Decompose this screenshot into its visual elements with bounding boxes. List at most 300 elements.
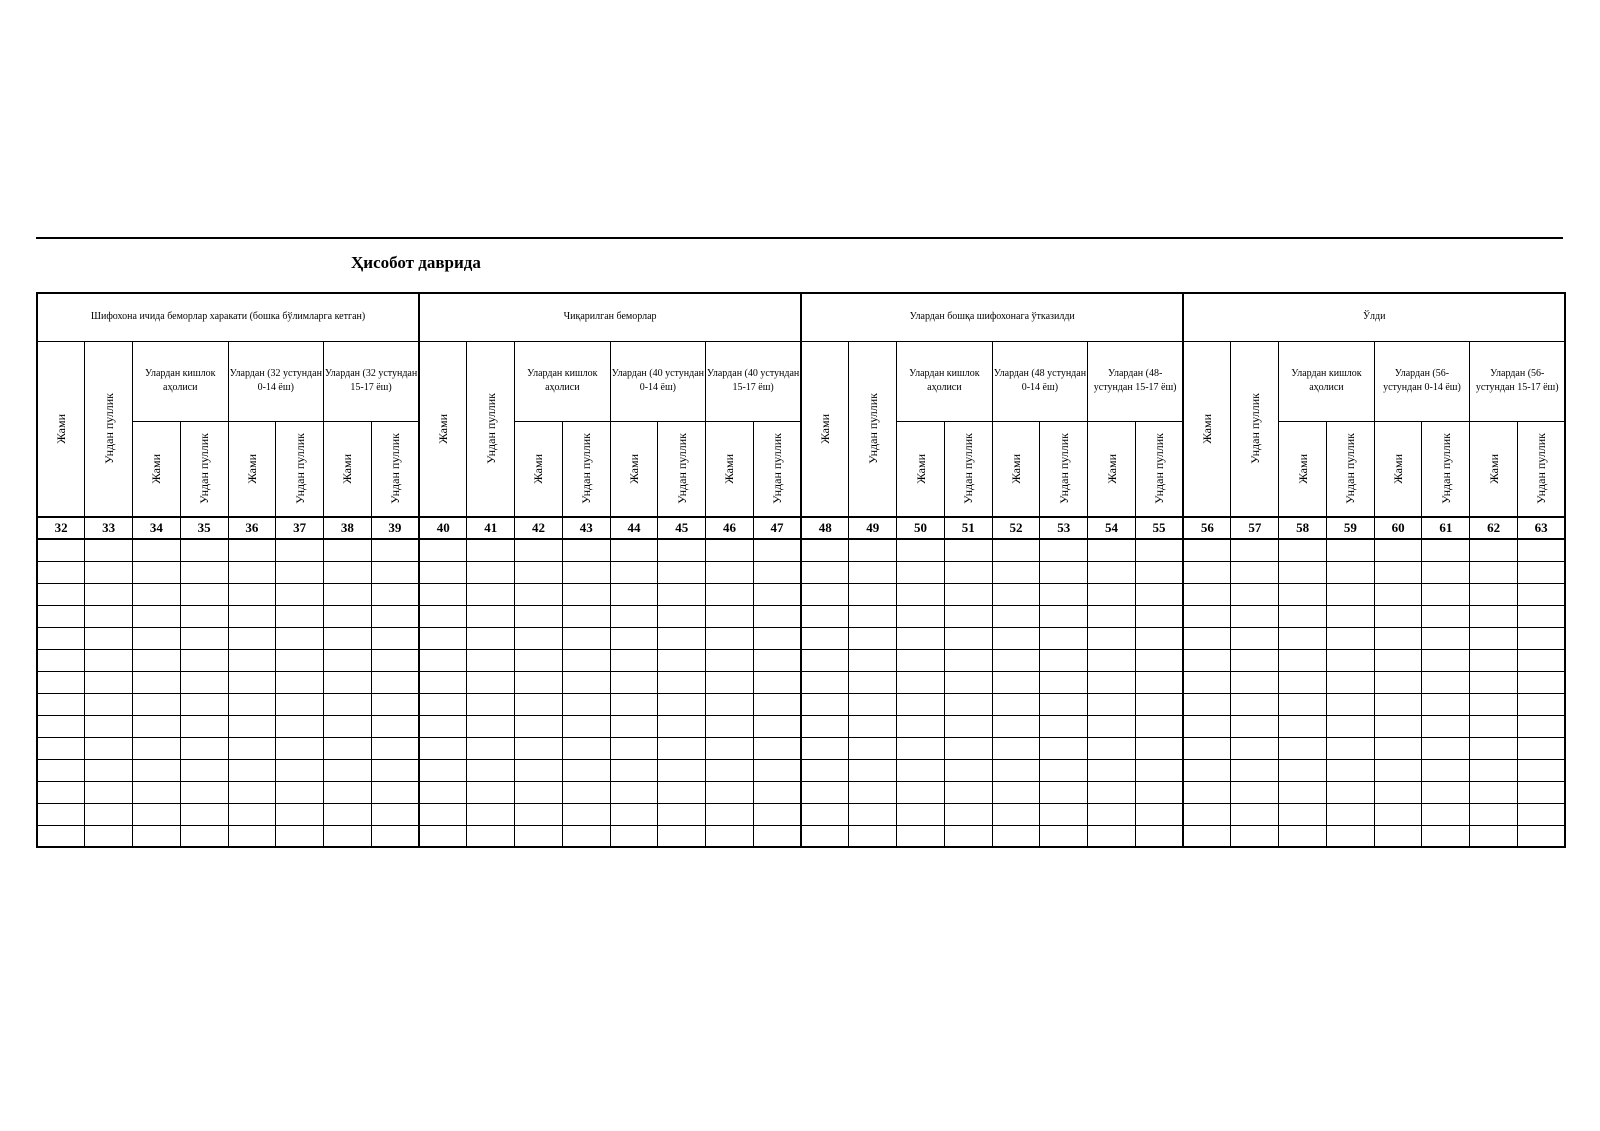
table-cell[interactable]: [515, 693, 563, 715]
table-cell[interactable]: [37, 627, 85, 649]
table-cell[interactable]: [467, 803, 515, 825]
table-cell[interactable]: [1470, 693, 1518, 715]
table-cell[interactable]: [1279, 649, 1327, 671]
table-cell[interactable]: [1517, 781, 1565, 803]
table-cell[interactable]: [1470, 781, 1518, 803]
table-cell[interactable]: [1517, 539, 1565, 561]
table-cell[interactable]: [515, 605, 563, 627]
table-cell[interactable]: [1374, 781, 1422, 803]
table-cell[interactable]: [897, 715, 945, 737]
table-cell[interactable]: [37, 693, 85, 715]
table-cell[interactable]: [276, 627, 324, 649]
table-cell[interactable]: [37, 781, 85, 803]
table-cell[interactable]: [1326, 539, 1374, 561]
table-cell[interactable]: [180, 825, 228, 847]
table-cell[interactable]: [897, 825, 945, 847]
table-cell[interactable]: [515, 825, 563, 847]
table-cell[interactable]: [419, 539, 467, 561]
table-cell[interactable]: [1135, 627, 1183, 649]
table-cell[interactable]: [944, 781, 992, 803]
table-cell[interactable]: [1231, 627, 1279, 649]
table-cell[interactable]: [324, 803, 372, 825]
table-cell[interactable]: [944, 715, 992, 737]
table-cell[interactable]: [515, 539, 563, 561]
table-cell[interactable]: [658, 561, 706, 583]
table-cell[interactable]: [180, 781, 228, 803]
table-cell[interactable]: [801, 715, 849, 737]
table-cell[interactable]: [801, 803, 849, 825]
table-cell[interactable]: [228, 759, 276, 781]
table-cell[interactable]: [1374, 803, 1422, 825]
table-cell[interactable]: [371, 803, 419, 825]
table-cell[interactable]: [228, 561, 276, 583]
table-cell[interactable]: [897, 627, 945, 649]
table-cell[interactable]: [706, 627, 754, 649]
table-cell[interactable]: [324, 825, 372, 847]
table-cell[interactable]: [801, 737, 849, 759]
table-cell[interactable]: [753, 715, 801, 737]
table-cell[interactable]: [1135, 539, 1183, 561]
table-cell[interactable]: [1422, 715, 1470, 737]
table-cell[interactable]: [180, 539, 228, 561]
table-cell[interactable]: [228, 693, 276, 715]
table-cell[interactable]: [897, 671, 945, 693]
table-cell[interactable]: [324, 539, 372, 561]
table-cell[interactable]: [1326, 693, 1374, 715]
table-cell[interactable]: [515, 627, 563, 649]
table-cell[interactable]: [37, 737, 85, 759]
table-cell[interactable]: [467, 671, 515, 693]
table-cell[interactable]: [610, 649, 658, 671]
table-cell[interactable]: [658, 825, 706, 847]
table-cell[interactable]: [1517, 561, 1565, 583]
table-cell[interactable]: [1088, 649, 1136, 671]
table-cell[interactable]: [180, 627, 228, 649]
table-cell[interactable]: [1279, 715, 1327, 737]
table-cell[interactable]: [228, 627, 276, 649]
table-cell[interactable]: [658, 759, 706, 781]
table-cell[interactable]: [1470, 803, 1518, 825]
table-cell[interactable]: [1135, 825, 1183, 847]
table-cell[interactable]: [1326, 825, 1374, 847]
table-cell[interactable]: [1326, 759, 1374, 781]
table-cell[interactable]: [1231, 583, 1279, 605]
table-cell[interactable]: [37, 803, 85, 825]
table-cell[interactable]: [658, 649, 706, 671]
table-cell[interactable]: [276, 693, 324, 715]
table-cell[interactable]: [1183, 539, 1231, 561]
table-cell[interactable]: [658, 737, 706, 759]
table-cell[interactable]: [562, 803, 610, 825]
table-cell[interactable]: [992, 671, 1040, 693]
table-cell[interactable]: [1040, 803, 1088, 825]
table-cell[interactable]: [1470, 649, 1518, 671]
table-cell[interactable]: [562, 715, 610, 737]
table-cell[interactable]: [228, 671, 276, 693]
table-cell[interactable]: [1374, 759, 1422, 781]
table-cell[interactable]: [1470, 605, 1518, 627]
table-cell[interactable]: [1231, 539, 1279, 561]
table-cell[interactable]: [1040, 781, 1088, 803]
table-cell[interactable]: [992, 605, 1040, 627]
table-cell[interactable]: [849, 737, 897, 759]
table-cell[interactable]: [992, 627, 1040, 649]
table-cell[interactable]: [1326, 561, 1374, 583]
table-cell[interactable]: [371, 627, 419, 649]
table-cell[interactable]: [610, 627, 658, 649]
table-cell[interactable]: [133, 693, 181, 715]
table-cell[interactable]: [1422, 649, 1470, 671]
table-cell[interactable]: [801, 649, 849, 671]
table-cell[interactable]: [562, 649, 610, 671]
table-cell[interactable]: [467, 781, 515, 803]
table-cell[interactable]: [1470, 671, 1518, 693]
table-cell[interactable]: [85, 737, 133, 759]
table-cell[interactable]: [85, 583, 133, 605]
table-cell[interactable]: [610, 671, 658, 693]
table-cell[interactable]: [944, 737, 992, 759]
table-cell[interactable]: [133, 583, 181, 605]
table-cell[interactable]: [944, 627, 992, 649]
table-cell[interactable]: [133, 737, 181, 759]
table-cell[interactable]: [706, 759, 754, 781]
table-cell[interactable]: [1040, 583, 1088, 605]
table-cell[interactable]: [324, 693, 372, 715]
table-cell[interactable]: [419, 649, 467, 671]
table-cell[interactable]: [85, 825, 133, 847]
table-cell[interactable]: [753, 649, 801, 671]
table-cell[interactable]: [1374, 693, 1422, 715]
table-cell[interactable]: [1231, 737, 1279, 759]
table-cell[interactable]: [1279, 605, 1327, 627]
table-cell[interactable]: [1374, 671, 1422, 693]
table-cell[interactable]: [849, 825, 897, 847]
table-cell[interactable]: [1470, 825, 1518, 847]
table-cell[interactable]: [753, 825, 801, 847]
table-cell[interactable]: [753, 539, 801, 561]
table-cell[interactable]: [371, 737, 419, 759]
table-cell[interactable]: [1326, 605, 1374, 627]
table-cell[interactable]: [992, 649, 1040, 671]
table-cell[interactable]: [658, 583, 706, 605]
table-cell[interactable]: [1088, 759, 1136, 781]
table-cell[interactable]: [706, 825, 754, 847]
table-cell[interactable]: [1135, 737, 1183, 759]
table-cell[interactable]: [801, 583, 849, 605]
table-cell[interactable]: [992, 781, 1040, 803]
table-cell[interactable]: [180, 715, 228, 737]
table-cell[interactable]: [1279, 759, 1327, 781]
table-cell[interactable]: [467, 759, 515, 781]
table-cell[interactable]: [849, 715, 897, 737]
table-cell[interactable]: [753, 781, 801, 803]
table-cell[interactable]: [180, 561, 228, 583]
table-cell[interactable]: [706, 803, 754, 825]
table-cell[interactable]: [849, 759, 897, 781]
table-cell[interactable]: [849, 671, 897, 693]
table-cell[interactable]: [133, 561, 181, 583]
table-cell[interactable]: [324, 737, 372, 759]
table-cell[interactable]: [658, 605, 706, 627]
table-cell[interactable]: [658, 671, 706, 693]
table-cell[interactable]: [1183, 737, 1231, 759]
table-cell[interactable]: [228, 649, 276, 671]
table-cell[interactable]: [1040, 737, 1088, 759]
table-cell[interactable]: [1231, 759, 1279, 781]
table-cell[interactable]: [276, 759, 324, 781]
table-cell[interactable]: [1279, 627, 1327, 649]
table-cell[interactable]: [610, 803, 658, 825]
table-cell[interactable]: [180, 803, 228, 825]
table-cell[interactable]: [1183, 781, 1231, 803]
table-cell[interactable]: [1374, 649, 1422, 671]
table-cell[interactable]: [467, 561, 515, 583]
table-cell[interactable]: [610, 539, 658, 561]
table-cell[interactable]: [1470, 583, 1518, 605]
table-cell[interactable]: [85, 715, 133, 737]
table-cell[interactable]: [992, 693, 1040, 715]
table-cell[interactable]: [1422, 693, 1470, 715]
table-cell[interactable]: [753, 671, 801, 693]
table-cell[interactable]: [706, 737, 754, 759]
table-cell[interactable]: [515, 649, 563, 671]
table-cell[interactable]: [849, 583, 897, 605]
table-cell[interactable]: [610, 759, 658, 781]
table-cell[interactable]: [1088, 627, 1136, 649]
table-cell[interactable]: [897, 561, 945, 583]
table-cell[interactable]: [1183, 715, 1231, 737]
table-cell[interactable]: [849, 561, 897, 583]
table-cell[interactable]: [849, 693, 897, 715]
table-cell[interactable]: [897, 539, 945, 561]
table-cell[interactable]: [1040, 605, 1088, 627]
table-cell[interactable]: [1326, 803, 1374, 825]
table-cell[interactable]: [1470, 561, 1518, 583]
table-cell[interactable]: [1517, 649, 1565, 671]
table-cell[interactable]: [944, 649, 992, 671]
table-cell[interactable]: [753, 693, 801, 715]
table-cell[interactable]: [944, 671, 992, 693]
table-cell[interactable]: [1374, 715, 1422, 737]
table-cell[interactable]: [1326, 671, 1374, 693]
table-cell[interactable]: [801, 781, 849, 803]
table-cell[interactable]: [85, 627, 133, 649]
table-cell[interactable]: [897, 649, 945, 671]
table-cell[interactable]: [1422, 561, 1470, 583]
table-cell[interactable]: [133, 649, 181, 671]
table-cell[interactable]: [276, 803, 324, 825]
table-cell[interactable]: [467, 627, 515, 649]
table-cell[interactable]: [276, 737, 324, 759]
table-cell[interactable]: [419, 825, 467, 847]
table-cell[interactable]: [801, 627, 849, 649]
table-cell[interactable]: [1088, 825, 1136, 847]
table-cell[interactable]: [1135, 781, 1183, 803]
table-cell[interactable]: [1517, 825, 1565, 847]
table-cell[interactable]: [1040, 693, 1088, 715]
table-cell[interactable]: [897, 803, 945, 825]
table-cell[interactable]: [1326, 583, 1374, 605]
table-cell[interactable]: [1470, 539, 1518, 561]
table-cell[interactable]: [610, 781, 658, 803]
table-cell[interactable]: [1279, 583, 1327, 605]
table-cell[interactable]: [180, 671, 228, 693]
table-cell[interactable]: [276, 825, 324, 847]
table-cell[interactable]: [1183, 671, 1231, 693]
table-cell[interactable]: [276, 539, 324, 561]
table-cell[interactable]: [371, 693, 419, 715]
table-cell[interactable]: [515, 759, 563, 781]
table-cell[interactable]: [562, 781, 610, 803]
table-cell[interactable]: [801, 693, 849, 715]
table-cell[interactable]: [180, 583, 228, 605]
table-cell[interactable]: [1183, 759, 1231, 781]
table-cell[interactable]: [1326, 649, 1374, 671]
table-cell[interactable]: [85, 671, 133, 693]
table-cell[interactable]: [1422, 737, 1470, 759]
table-cell[interactable]: [1135, 561, 1183, 583]
table-cell[interactable]: [1231, 561, 1279, 583]
table-cell[interactable]: [1135, 671, 1183, 693]
table-cell[interactable]: [706, 693, 754, 715]
table-cell[interactable]: [944, 759, 992, 781]
table-cell[interactable]: [180, 737, 228, 759]
table-cell[interactable]: [1040, 539, 1088, 561]
table-cell[interactable]: [85, 561, 133, 583]
table-cell[interactable]: [1183, 803, 1231, 825]
table-cell[interactable]: [658, 627, 706, 649]
table-cell[interactable]: [1517, 627, 1565, 649]
table-cell[interactable]: [1517, 605, 1565, 627]
table-cell[interactable]: [1135, 693, 1183, 715]
table-cell[interactable]: [467, 737, 515, 759]
table-cell[interactable]: [276, 781, 324, 803]
table-cell[interactable]: [706, 605, 754, 627]
table-cell[interactable]: [276, 605, 324, 627]
table-cell[interactable]: [1422, 627, 1470, 649]
table-cell[interactable]: [992, 539, 1040, 561]
table-cell[interactable]: [1088, 737, 1136, 759]
table-cell[interactable]: [849, 649, 897, 671]
table-cell[interactable]: [371, 781, 419, 803]
table-cell[interactable]: [992, 737, 1040, 759]
table-cell[interactable]: [706, 781, 754, 803]
table-cell[interactable]: [1374, 605, 1422, 627]
table-cell[interactable]: [85, 693, 133, 715]
table-cell[interactable]: [1326, 781, 1374, 803]
table-cell[interactable]: [801, 759, 849, 781]
table-cell[interactable]: [324, 605, 372, 627]
table-cell[interactable]: [1422, 605, 1470, 627]
table-cell[interactable]: [706, 671, 754, 693]
table-cell[interactable]: [228, 737, 276, 759]
table-cell[interactable]: [1517, 759, 1565, 781]
table-cell[interactable]: [515, 561, 563, 583]
table-cell[interactable]: [1040, 715, 1088, 737]
table-cell[interactable]: [1088, 605, 1136, 627]
table-cell[interactable]: [1183, 825, 1231, 847]
table-cell[interactable]: [992, 803, 1040, 825]
table-cell[interactable]: [992, 715, 1040, 737]
table-cell[interactable]: [706, 583, 754, 605]
table-cell[interactable]: [1135, 803, 1183, 825]
table-cell[interactable]: [467, 539, 515, 561]
table-cell[interactable]: [562, 605, 610, 627]
table-cell[interactable]: [180, 605, 228, 627]
table-cell[interactable]: [944, 561, 992, 583]
table-cell[interactable]: [1088, 583, 1136, 605]
table-cell[interactable]: [324, 715, 372, 737]
table-cell[interactable]: [897, 759, 945, 781]
table-cell[interactable]: [1470, 759, 1518, 781]
table-cell[interactable]: [228, 605, 276, 627]
table-cell[interactable]: [801, 825, 849, 847]
table-cell[interactable]: [992, 561, 1040, 583]
table-cell[interactable]: [324, 561, 372, 583]
table-cell[interactable]: [992, 583, 1040, 605]
table-cell[interactable]: [276, 671, 324, 693]
table-cell[interactable]: [228, 825, 276, 847]
table-cell[interactable]: [419, 737, 467, 759]
table-cell[interactable]: [276, 583, 324, 605]
table-cell[interactable]: [1231, 649, 1279, 671]
table-cell[interactable]: [37, 759, 85, 781]
table-cell[interactable]: [706, 561, 754, 583]
table-cell[interactable]: [944, 693, 992, 715]
table-cell[interactable]: [1470, 715, 1518, 737]
table-cell[interactable]: [133, 605, 181, 627]
table-cell[interactable]: [753, 737, 801, 759]
table-cell[interactable]: [276, 561, 324, 583]
table-cell[interactable]: [324, 781, 372, 803]
table-cell[interactable]: [849, 539, 897, 561]
table-cell[interactable]: [897, 693, 945, 715]
table-cell[interactable]: [1517, 693, 1565, 715]
table-cell[interactable]: [610, 737, 658, 759]
table-cell[interactable]: [658, 715, 706, 737]
table-cell[interactable]: [37, 539, 85, 561]
table-cell[interactable]: [1040, 627, 1088, 649]
table-cell[interactable]: [324, 759, 372, 781]
table-cell[interactable]: [419, 781, 467, 803]
table-cell[interactable]: [85, 539, 133, 561]
table-cell[interactable]: [897, 583, 945, 605]
table-cell[interactable]: [849, 605, 897, 627]
table-cell[interactable]: [1470, 737, 1518, 759]
table-cell[interactable]: [1326, 737, 1374, 759]
table-cell[interactable]: [85, 803, 133, 825]
table-cell[interactable]: [371, 759, 419, 781]
table-cell[interactable]: [1422, 583, 1470, 605]
table-cell[interactable]: [419, 693, 467, 715]
table-cell[interactable]: [1374, 539, 1422, 561]
table-cell[interactable]: [1326, 715, 1374, 737]
table-cell[interactable]: [610, 825, 658, 847]
table-cell[interactable]: [1231, 825, 1279, 847]
table-cell[interactable]: [324, 627, 372, 649]
table-cell[interactable]: [85, 759, 133, 781]
table-cell[interactable]: [1135, 715, 1183, 737]
table-cell[interactable]: [1088, 693, 1136, 715]
table-cell[interactable]: [419, 671, 467, 693]
table-cell[interactable]: [1279, 539, 1327, 561]
table-cell[interactable]: [658, 781, 706, 803]
table-cell[interactable]: [1279, 561, 1327, 583]
table-cell[interactable]: [324, 649, 372, 671]
table-cell[interactable]: [1183, 693, 1231, 715]
table-cell[interactable]: [1279, 781, 1327, 803]
table-cell[interactable]: [610, 693, 658, 715]
